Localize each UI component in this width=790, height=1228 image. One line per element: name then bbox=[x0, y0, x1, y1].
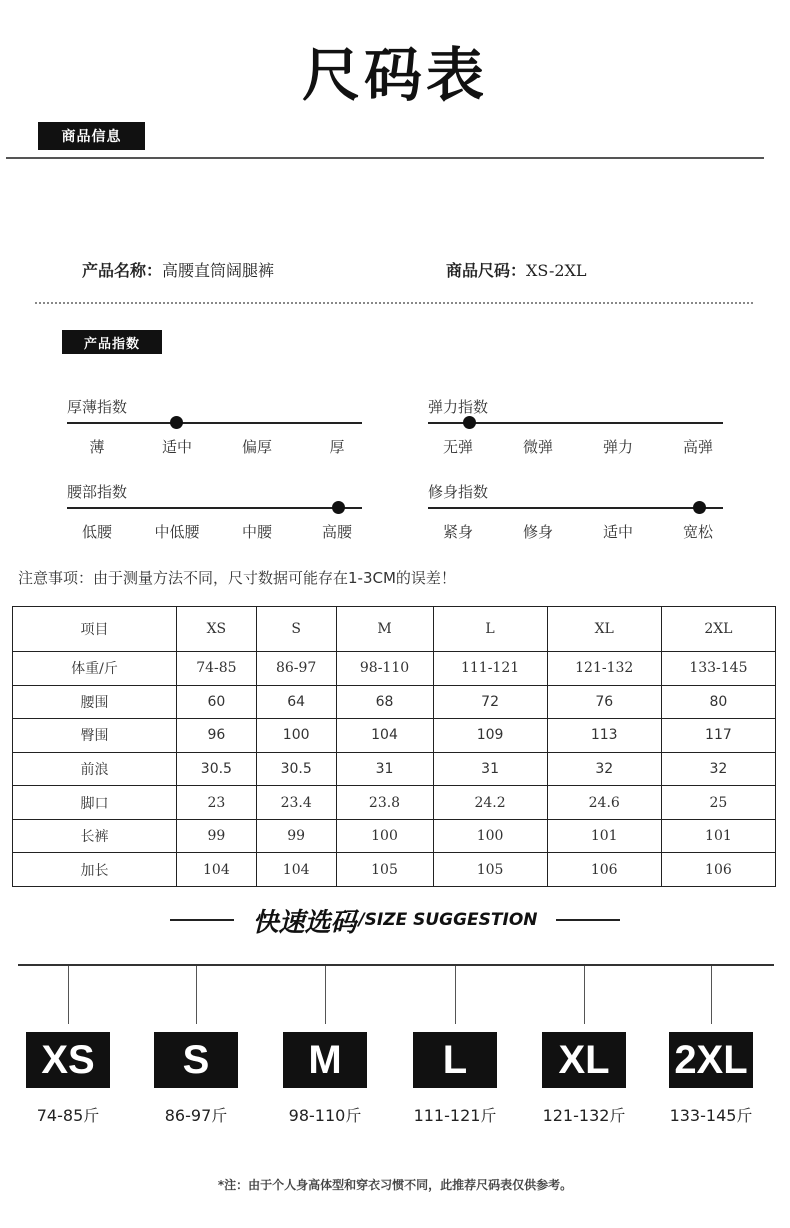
index-label: 弹力指数 bbox=[428, 398, 489, 416]
table-cell: 101 bbox=[661, 819, 775, 853]
page-title: 尺码表 bbox=[301, 41, 488, 109]
size-tag: XL bbox=[542, 1032, 626, 1088]
size-weight-range: 111-121斤 bbox=[413, 1106, 497, 1125]
table-cell: 31 bbox=[336, 752, 433, 786]
index-option: 修身 bbox=[522, 523, 554, 541]
table-cell: 113 bbox=[547, 719, 661, 753]
table-cell: 106 bbox=[661, 853, 775, 887]
table-cell: 111-121 bbox=[433, 652, 547, 686]
table-cell: 121-132 bbox=[547, 652, 661, 686]
row-label-cell: 脚口 bbox=[13, 786, 177, 820]
index-options bbox=[428, 521, 728, 543]
size-weight-range: 98-110斤 bbox=[288, 1106, 362, 1125]
size-weight-range: 86-97斤 bbox=[164, 1106, 228, 1125]
size-suggestion-title-cn: 快速选码 bbox=[252, 907, 357, 938]
size-suggestion-title-en: /SIZE SUGGESTION bbox=[358, 910, 538, 930]
table-header-cell: XL bbox=[547, 607, 661, 652]
row-label-cell: 腰围 bbox=[13, 685, 177, 719]
index-track bbox=[428, 507, 723, 509]
index-track bbox=[67, 507, 362, 509]
index-option: 适中 bbox=[161, 438, 193, 456]
table-header-row bbox=[13, 607, 776, 652]
index-option: 紧身 bbox=[442, 523, 474, 541]
hanger-line bbox=[455, 966, 456, 1024]
table-cell: 104 bbox=[177, 853, 257, 887]
table-row bbox=[13, 719, 776, 753]
index-block bbox=[428, 396, 728, 466]
table-cell: 105 bbox=[336, 853, 433, 887]
index-label: 修身指数 bbox=[428, 483, 489, 501]
table-cell: 109 bbox=[433, 719, 547, 753]
index-option: 宽松 bbox=[682, 523, 714, 541]
table-cell: 99 bbox=[256, 819, 336, 853]
index-option: 微弹 bbox=[522, 438, 554, 456]
table-cell: 106 bbox=[547, 853, 661, 887]
table-cell: 76 bbox=[547, 685, 661, 719]
row-label-cell: 体重/斤 bbox=[13, 652, 177, 686]
index-option: 高弹 bbox=[682, 438, 714, 456]
table-cell: 23 bbox=[177, 786, 257, 820]
table-cell: 100 bbox=[336, 819, 433, 853]
table-cell: 32 bbox=[547, 752, 661, 786]
size-tag: S bbox=[154, 1032, 238, 1088]
index-option: 弹力 bbox=[602, 438, 634, 456]
hanger-line bbox=[711, 966, 712, 1024]
index-label: 腰部指数 bbox=[67, 483, 128, 501]
table-cell: 25 bbox=[661, 786, 775, 820]
table-cell: 86-97 bbox=[256, 652, 336, 686]
table-row bbox=[13, 786, 776, 820]
hanger-line bbox=[196, 966, 197, 1024]
product-size-value: XS-2XL bbox=[526, 261, 587, 280]
section-tag-product-info: 商品信息 bbox=[38, 122, 145, 150]
index-option: 厚 bbox=[329, 438, 345, 456]
table-row bbox=[13, 853, 776, 887]
index-option: 适中 bbox=[602, 523, 634, 541]
index-options bbox=[428, 436, 728, 458]
table-cell: 96 bbox=[177, 719, 257, 753]
table-header-cell: S bbox=[256, 607, 336, 652]
row-label-cell: 长裤 bbox=[13, 819, 177, 853]
index-option: 低腰 bbox=[81, 523, 113, 541]
top-divider bbox=[6, 157, 764, 159]
table-row bbox=[13, 652, 776, 686]
hanger-rail bbox=[18, 964, 774, 966]
section-tag-product-index: 产品指数 bbox=[62, 330, 162, 354]
table-cell: 30.5 bbox=[177, 752, 257, 786]
table-cell: 30.5 bbox=[256, 752, 336, 786]
index-option: 薄 bbox=[89, 438, 105, 456]
hanger-line bbox=[584, 966, 585, 1024]
row-label-cell: 臀围 bbox=[13, 719, 177, 753]
size-tag: 2XL bbox=[669, 1032, 753, 1088]
index-label: 厚薄指数 bbox=[67, 398, 128, 416]
product-name-line bbox=[82, 258, 274, 281]
table-cell: 104 bbox=[256, 853, 336, 887]
table-cell: 32 bbox=[661, 752, 775, 786]
index-marker bbox=[170, 416, 183, 429]
product-size-label: 商品尺码： bbox=[446, 261, 527, 280]
index-option: 中低腰 bbox=[154, 523, 200, 541]
index-options bbox=[67, 521, 367, 543]
row-label-cell: 前浪 bbox=[13, 752, 177, 786]
table-cell: 23.8 bbox=[336, 786, 433, 820]
table-cell: 60 bbox=[177, 685, 257, 719]
table-header-cell: L bbox=[433, 607, 547, 652]
table-header-cell: 2XL bbox=[661, 607, 775, 652]
table-header-cell: XS bbox=[177, 607, 257, 652]
title-right-line bbox=[556, 919, 620, 921]
table-cell: 74-85 bbox=[177, 652, 257, 686]
index-track bbox=[67, 422, 362, 424]
table-cell: 104 bbox=[336, 719, 433, 753]
table-cell: 68 bbox=[336, 685, 433, 719]
index-block bbox=[428, 481, 728, 551]
size-tag: XS bbox=[26, 1032, 110, 1088]
index-marker bbox=[463, 416, 476, 429]
index-marker bbox=[332, 501, 345, 514]
table-cell: 24.2 bbox=[433, 786, 547, 820]
index-option: 高腰 bbox=[321, 523, 353, 541]
table-cell: 31 bbox=[433, 752, 547, 786]
table-header-cell: 项目 bbox=[13, 607, 177, 652]
table-row bbox=[13, 685, 776, 719]
hanger-line bbox=[325, 966, 326, 1024]
table-cell: 105 bbox=[433, 853, 547, 887]
table-cell: 64 bbox=[256, 685, 336, 719]
index-option: 无弹 bbox=[442, 438, 474, 456]
hanger-line bbox=[68, 966, 69, 1024]
title-left-line bbox=[170, 919, 234, 921]
product-name-value: 高腰直筒阔腿裤 bbox=[162, 261, 275, 280]
table-cell: 98-110 bbox=[336, 652, 433, 686]
table-cell: 72 bbox=[433, 685, 547, 719]
index-block bbox=[67, 396, 367, 466]
table-row bbox=[13, 819, 776, 853]
table-cell: 100 bbox=[256, 719, 336, 753]
size-weight-range: 121-132斤 bbox=[542, 1106, 626, 1125]
index-option: 中腰 bbox=[241, 523, 273, 541]
size-tag: M bbox=[283, 1032, 367, 1088]
table-cell: 101 bbox=[547, 819, 661, 853]
table-row bbox=[13, 752, 776, 786]
notice-text: 注意事项：由于测量方法不同，尺寸数据可能存在1-3CM的误差！ bbox=[18, 569, 456, 587]
table-header-cell: M bbox=[336, 607, 433, 652]
size-weight-range: 133-145斤 bbox=[669, 1106, 753, 1125]
dotted-divider bbox=[35, 302, 753, 304]
table-cell: 24.6 bbox=[547, 786, 661, 820]
product-name-label: 产品名称： bbox=[82, 261, 163, 280]
index-options bbox=[67, 436, 367, 458]
table-cell: 100 bbox=[433, 819, 547, 853]
table-cell: 80 bbox=[661, 685, 775, 719]
size-weight-range: 74-85斤 bbox=[36, 1106, 100, 1125]
product-size-line bbox=[446, 258, 587, 281]
index-marker bbox=[693, 501, 706, 514]
index-block bbox=[67, 481, 367, 551]
table-cell: 133-145 bbox=[661, 652, 775, 686]
table-cell: 117 bbox=[661, 719, 775, 753]
row-label-cell: 加长 bbox=[13, 853, 177, 887]
table-cell: 23.4 bbox=[256, 786, 336, 820]
size-table bbox=[12, 606, 776, 887]
footnote: *注：由于个人身高体型和穿衣习惯不同，此推荐尺码表仅供参考。 bbox=[217, 1178, 573, 1192]
size-tag: L bbox=[413, 1032, 497, 1088]
size-suggestion-title bbox=[0, 900, 790, 940]
index-option: 偏厚 bbox=[241, 438, 273, 456]
table-cell: 99 bbox=[177, 819, 257, 853]
